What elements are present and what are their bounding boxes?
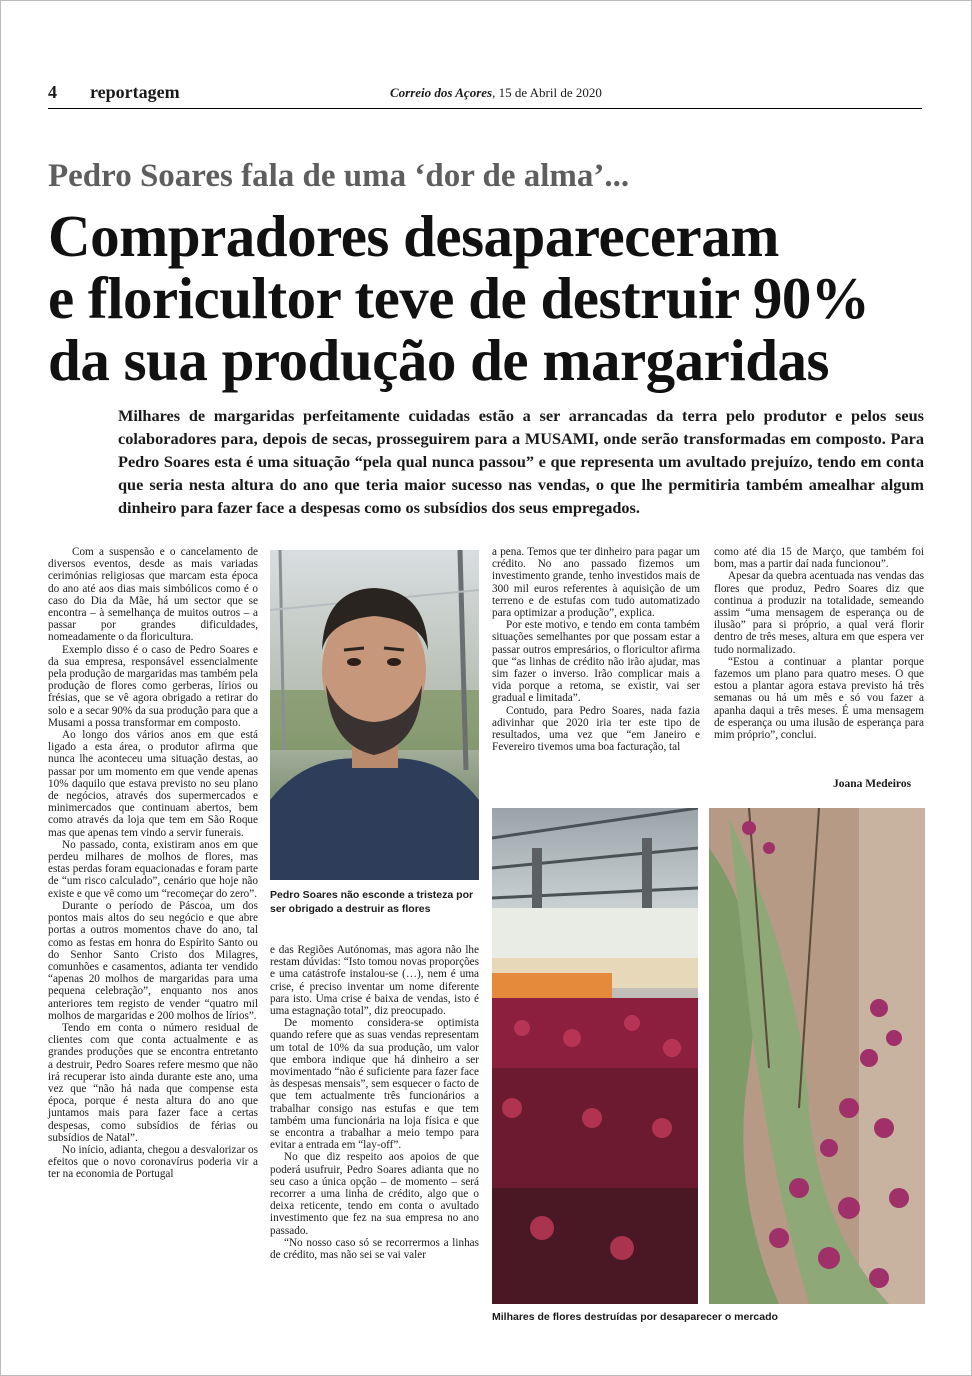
greenhouse-flowers-photo	[492, 808, 698, 1304]
paragraph: Durante o período de Páscoa, um dos pontos mais altos do seu negócio e que abre portas a outros momentos chave do ano, tal como as festas em honra do Espírito Santo ou do Senhor Santo Cristo dos Milagres, comunhões e casamentos, adianta ter vendido “apenas 20 molhos de margaridas para uma pequena celebração”, enquanto nos anos anteriores tem registo de vender “quatro mil molhos de margaridas e 200 molhos de lírios”.	[48, 899, 258, 1022]
portrait-caption: Pedro Soares não esconde a tristeza por ser obrigado a destruir as flores	[270, 889, 474, 915]
destroyed-flowers-photo	[709, 808, 925, 1304]
paragraph: No passado, conta, existiram anos em que perdeu milhares de molhos de flores, mas estas perdas foram equacionadas e foram parte de “um risco calculado”, cenário que hoje não existe e que vê como um “recomeçar do zero”.	[48, 838, 258, 900]
paragraph: “No nosso caso só se recorrermos a linhas de crédito, mas não sei se vai valer	[270, 1236, 479, 1262]
issue-date: , 15 de Abril de 2020	[492, 85, 602, 100]
paragraph: como até dia 15 de Março, que também foi bom, mas a partir daí nada funcionou”.	[714, 546, 924, 571]
flowers-caption: Milhares de flores destruídas por desaparecer o mercado	[492, 1311, 778, 1323]
publication-dateline	[390, 85, 602, 101]
body-column-4	[714, 546, 924, 741]
section-label: reportagem	[90, 82, 180, 102]
body-column-1	[48, 546, 258, 1181]
headline-line: e floricultor teve de destruir 90%	[48, 265, 870, 331]
headline-line: da sua produção de margaridas	[48, 327, 830, 393]
body-column-2	[270, 944, 479, 1261]
paragraph: No início, adianta, chegou a desvalorizar os efeitos que o novo coronavírus poderia vir a ter na economia de Portugal	[48, 1143, 258, 1181]
page-header	[48, 82, 922, 109]
portrait-photo	[270, 550, 479, 880]
page-number: 4	[48, 82, 57, 102]
paragraph: Apesar da quebra acentuada nas vendas das flores que produz, Pedro Soares diz que continua a produzir na totalidade, semeando assim “uma mensagem de esperança ou de ilusão” para si próprio, a qual verá florir dentro de três meses, altura em que espera ver tudo normalizado.	[714, 570, 924, 656]
author-byline: Joana Medeiros	[833, 778, 912, 790]
paragraph: De momento considera-se optimista quando refere que as suas vendas representam um total de 10% da sua produção, um valor que embora indique que há dinheiro a ser movimentado “não é suficiente para fazer face às despesas mensais”, sem esquecer o facto de que tem actualmente três funcionários a trabalhar consigo nas estufas e que tem também uma funcionária na loja física e que se encontra a trabalhar a meio tempo para evitar a entrada em “lay-off”.	[270, 1017, 479, 1152]
paragraph: Contudo, para Pedro Soares, nada fazia adivinhar que 2020 iria ter este tipo de resultados, uma vez que “em Janeiro e Fevereiro tivemos uma boa facturação, tal	[492, 704, 700, 754]
paragraph: “Estou a continuar a plantar porque fazemos um plano para quatro meses. O que estou a plantar agora estava previsto há três semanas ou há um mês e só vou fazer a apanha daqui a três meses. É uma mensagem de esperança ou uma ilusão de esperança para mim próprio”, conclui.	[714, 655, 924, 742]
body-column-3	[492, 546, 700, 753]
paragraph: a pena. Temos que ter dinheiro para pagar um crédito. No ano passado fizemos um investimento grande, tenho investidos mais de 300 mil euros referentes à aquisição de um terreno e de estufas com tudo automatizado para optimizar a produção”, explica.	[492, 546, 700, 620]
paragraph: Exemplo disso é o caso de Pedro Soares e da sua empresa, responsável essencialmente pela produção de margaridas mas também pela produção de flores como gerberas, lírios ou frésias, que se vê agora obrigado a retirar do solo e a secar 90% da sua produção para que a Musami a possa transformar em composto.	[48, 643, 258, 729]
paragraph: e das Regiões Autónomas, mas agora não lhe restam dúvidas: “Isto tomou novas proporções e uma catástrofe instalou-se (…), nem é uma crise, é preciso inventar um nome diferente para isto. Uma crise é baixa de vendas, isto é uma estagnação total”, diz preocupado.	[270, 944, 479, 1018]
paragraph: Por este motivo, e tendo em conta também situações semelhantes por que possam estar a passar outros empresários, o floricultor afirma que “as linhas de crédito não irão ajudar, mas sim fazer o inverso. Irão complicar mais a vida porque a retoma, se existir, vai ser gradual e limitada”.	[492, 619, 700, 705]
paragraph: No que diz respeito aos apoios de que poderá usufruir, Pedro Soares adianta que no seu caso a única opção – de momento – será recorrer a uma linha de crédito, algo que o deixa reticente, tendo em conta o avultado investimento que fez na sua empresa no ano passado.	[270, 1151, 479, 1237]
headline-line: Compradores desapareceram	[48, 203, 779, 269]
paragraph: Com a suspensão e o cancelamento de diversos eventos, desde as mais variadas cerimónias religiosas que marcam esta época do ano até aos dias mais simbólicos como é o caso do Dia da Mãe, há um sector que se encontra – à semelhança de muitos outros – a passar por grandes dificuldades, nomeadamente o da floricultura.	[48, 546, 258, 644]
publication-name: Correio dos Açores	[390, 85, 493, 100]
headline	[48, 205, 869, 391]
paragraph: Tendo em conta o número residual de clientes com que conta actualmente e as grandes produções que se encontra entretanto a destruir, Pedro Soares refere mesmo que não irá recuperar isto ainda durante este ano, uma vez que “não há nada que compense esta época, porque é nesta altura do ano que juntamos mais para fazer face a certas despesas, como subsídios de férias ou subsídios de Natal”.	[48, 1021, 258, 1144]
kicker: Pedro Soares fala de uma ‘dor de alma’...	[48, 158, 630, 194]
standfirst: Milhares de margaridas perfeitamente cuidadas estão a ser arrancadas da terra pelo produtor e pelos seus colaboradores para, depois de secas, prosseguirem para a MUSAMI, onde serão transformadas em composto. Para Pedro Soares esta é uma situação “pela qual nunca passou” e que representa um avultado prejuízo, tendo em conta que seria nesta altura do ano que teria maior sucesso nas vendas, o que lhe permitiria também amealhar algum dinheiro para fazer face a despesas como os subsídios dos seus empregados.	[118, 406, 924, 517]
paragraph: Ao longo dos vários anos em que está ligado a esta área, o produtor afirma que nunca lhe aconteceu uma situação destas, ao passar por um momento em que vende apenas 10% daquilo que estava previsto no seu plano de negócios, através dos supermercados e minimercados que continuam abertos, bem como através da loja que tem em São Roque mas que apenas tem vindo a servir funerais.	[48, 729, 258, 839]
